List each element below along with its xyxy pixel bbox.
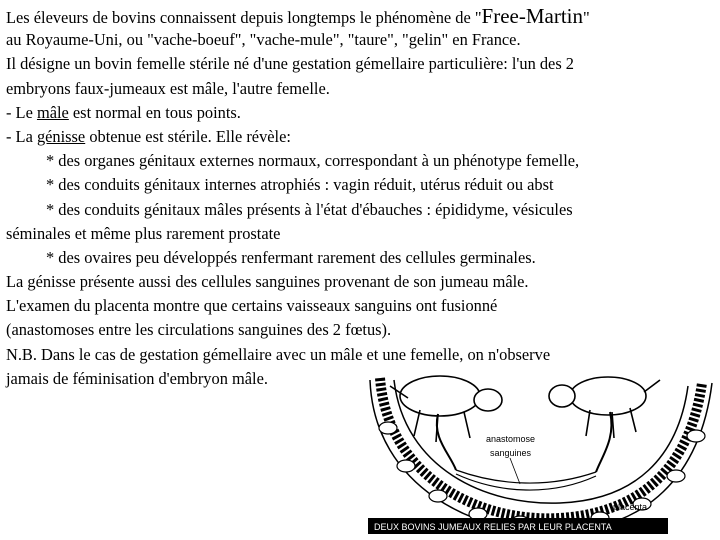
figure-caption: DEUX BOVINS JUMEAUX RELIES PAR LEUR PLACENTA (374, 522, 612, 532)
document-text (6, 4, 714, 391)
label-placenta: placenta (613, 502, 648, 512)
illustration-svg (360, 358, 720, 540)
bullet-external-organs: * des organes génitaux externes normaux, correspondant à un phénotype femelle, (46, 151, 580, 171)
line-6-start: - La (6, 126, 37, 146)
line-16: jamais de féminisation d'embryon mâle. (6, 368, 268, 388)
line-1-end: " (583, 8, 590, 27)
label-sanguines: sanguines (490, 448, 532, 458)
line-15: N.B. Dans le cas de gestation gémellaire avec un mâle et une femelle, on n'observe (6, 344, 551, 364)
genisse-underlined: génisse (36, 126, 86, 146)
vessel-anastomosis (456, 470, 596, 483)
line-2: au Royaume-Uni, ou "vache-boeuf", "vache-mule", "taure", "gelin" en France. (6, 30, 521, 50)
line-12: La génisse présente aussi des cellules sanguines provenant de son jumeau mâle. (6, 272, 529, 292)
line-4: embryons faux-jumeaux est mâle, l'autre femelle. (6, 78, 330, 98)
line-1 (6, 4, 714, 28)
twin-calves-placenta-illustration (360, 358, 720, 540)
line-14: (anastomoses entre les circulations sanguines des 2 fœtus). (6, 320, 392, 340)
male-underlined: mâle (36, 102, 69, 122)
line-3: Il désigne un bovin femelle stérile né d'une gestation gémellaire particulière: l'un des 2 (6, 54, 575, 74)
line-13: L'examen du placenta montre que certains vaisseaux sanguins ont fusionné (6, 296, 498, 316)
left-calf (390, 376, 502, 442)
right-umbilical-cord (596, 412, 611, 472)
line-5-end: est normal en tous points. (68, 102, 241, 122)
line-5 (6, 101, 714, 125)
bullet-male-ducts: * des conduits génitaux mâles présents à l'état d'ébauches : épididyme, vésicules (46, 199, 573, 219)
bullet-internal-ducts: * des conduits génitaux internes atrophiés : vagin réduit, utérus réduit ou abst (46, 175, 554, 195)
line-6-end: obtenue est stérile. Elle révèle: (85, 126, 291, 146)
bullet-male-ducts-cont: séminales et même plus rarement prostate (6, 223, 281, 243)
bullet-ovaries: * des ovaires peu développés renfermant rarement des cellules germinales. (46, 247, 536, 267)
line-1-start: Les éleveurs de bovins connaissent depuis longtemps le phénomène de " (6, 8, 482, 27)
right-calf (549, 377, 660, 438)
left-umbilical-cord (437, 414, 456, 470)
free-martin-term: Free-Martin (481, 4, 583, 28)
label-pointer (510, 458, 520, 484)
line-5-start: - Le (6, 102, 37, 122)
label-anastomose: anastomose (486, 434, 536, 444)
line-6 (6, 125, 714, 149)
